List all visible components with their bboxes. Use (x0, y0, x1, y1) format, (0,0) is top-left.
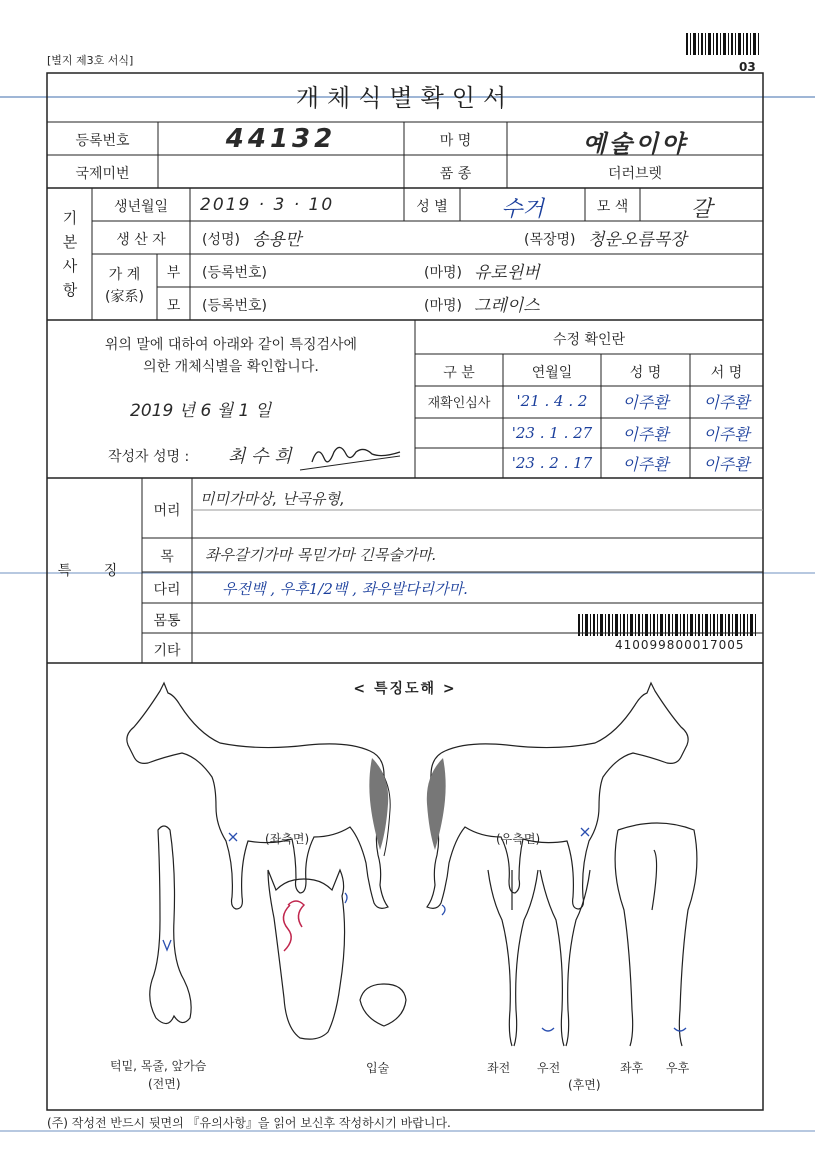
rev-row1-date: '21 . 4 . 2 (516, 392, 588, 410)
rev-row2-date: '23 . 1 . 27 (511, 424, 593, 442)
intl-no-label: 국제미번 (75, 166, 130, 182)
left-tail-shade (369, 758, 388, 850)
farm-value: 청운오름목장 (588, 230, 687, 250)
rev-header-date: 연월일 (531, 365, 573, 381)
revision-title: 수정 확인란 (552, 332, 626, 348)
top-barcode (686, 33, 759, 55)
footer-note: (주) 작성전 반드시 뒷면의 『유의사항』을 읽어 보신후 작성하시기 바랍니다. (47, 1116, 451, 1130)
producer-name-label: (성명) (202, 232, 240, 248)
feature-neck-label: 목 (160, 549, 174, 565)
reg-no-label: 등록번호 (75, 133, 130, 149)
feature-body-label: 몸통 (153, 613, 181, 629)
rev-row3-date: '23 . 2 . 17 (511, 454, 593, 472)
barcode-number: 410099800017005 (615, 638, 745, 652)
feature-leg-label: 다리 (153, 582, 181, 598)
confirm-date: 2019 년 6 월 1 일 (130, 401, 272, 421)
leg-left-front: 좌전 (487, 1061, 511, 1075)
producer-label: 생 산 자 (116, 232, 166, 248)
leg-right-hind: 우후 (666, 1061, 690, 1075)
statement-line1: 위의 말에 대하여 아래와 같이 특징검사에 (104, 337, 358, 353)
writer-label: 작성자 성명 : (108, 449, 190, 465)
feature-neck-value: 좌우갈기가마 목믿가마 긴목술가마. (205, 546, 437, 564)
left-side-label: (좌측면) (265, 832, 310, 846)
horse-lip (360, 984, 406, 1026)
rev-header-sign: 서 명 (710, 365, 743, 381)
horse-left-side (127, 683, 390, 909)
sex-value: 수거 (501, 197, 544, 222)
birth-label: 생년월일 (113, 199, 169, 215)
features-section-label: 특 징 (57, 563, 132, 579)
rear-caption: (후면) (568, 1078, 601, 1092)
diagram-title: < 특징도해 > (353, 681, 457, 697)
statement-line2: 의한 개체식별을 확인합니다. (143, 359, 319, 375)
horse-rear (615, 823, 697, 1046)
farm-label: (목장명) (524, 232, 576, 248)
producer-name-value: 송용만 (252, 230, 302, 250)
horse-head-front (268, 870, 345, 1039)
confirm-statement (47, 334, 415, 378)
rev-row2-sign: 이주환 (703, 425, 750, 444)
horse-name-value: 예술이야 (582, 130, 688, 158)
horse-right-side (427, 683, 688, 909)
face-marking (283, 901, 304, 951)
sire-reg-label: (등록번호) (202, 265, 268, 281)
writer-signature (312, 447, 400, 462)
front-caption2: (전면) (148, 1077, 181, 1091)
sire-name-value: 유로윈버 (474, 263, 540, 283)
breed-label: 품 종 (439, 166, 472, 182)
lineage-hanja: (家系) (105, 289, 144, 305)
sire-name-label: (마명) (424, 265, 462, 281)
basic-section-text: 기본사항 (62, 209, 78, 299)
rev-row1-type: 재확인심사 (427, 396, 491, 411)
color-label: 모 색 (596, 199, 629, 215)
rev-row1-name: 이주환 (622, 393, 669, 412)
leg-left-hind: 좌후 (620, 1061, 644, 1075)
feature-head-label: 머리 (153, 503, 181, 519)
horse-front-legs (488, 870, 590, 1046)
dam-label: 모 (166, 298, 181, 314)
lip-caption: 입술 (366, 1061, 390, 1075)
right-tail-shade (427, 758, 446, 850)
right-side-label: (우측면) (496, 832, 541, 846)
dam-name-label: (마명) (424, 298, 462, 314)
sire-label: 부 (166, 265, 181, 281)
rev-row3-sign: 이주환 (703, 455, 750, 474)
rev-header-name: 성 명 (629, 365, 662, 381)
breed-value: 더러브렛 (607, 166, 663, 182)
reg-no-value: 44132 (225, 124, 337, 154)
form-code: [별지 제3호 서식] (47, 54, 134, 67)
page-number: 03 (739, 60, 756, 74)
rev-header-type: 구 분 (443, 365, 475, 381)
horse-name-label: 마 명 (439, 133, 472, 149)
sex-label: 성 별 (416, 199, 448, 215)
color-value: 갈 (690, 197, 713, 222)
lineage-label (92, 264, 157, 308)
horse-neck-front (150, 826, 191, 1024)
rev-row3-name: 이주환 (622, 455, 669, 474)
birth-value: 2019 · 3 · 10 (200, 195, 335, 215)
dam-name-value: 그레이스 (474, 296, 540, 316)
page-title: 개체식별확인서 (295, 84, 515, 112)
writer-name: 최 수 희 (228, 446, 292, 467)
basic-section-label (58, 206, 82, 302)
feature-leg-value: 우전백 , 우후1/2백 , 좌우발다리가마. (222, 580, 468, 598)
front-caption1: 턱밑, 목줄, 앞가슴 (110, 1059, 207, 1073)
feature-other-label: 기타 (153, 643, 181, 659)
leg-right-front: 우전 (537, 1061, 561, 1075)
feature-head-value: 미미가마상, 난곡유형, (200, 490, 345, 508)
lineage-text: 가 계 (108, 267, 141, 283)
dam-reg-label: (등록번호) (202, 298, 268, 314)
rev-row1-sign: 이주환 (703, 393, 750, 412)
rev-row2-name: 이주환 (622, 425, 669, 444)
